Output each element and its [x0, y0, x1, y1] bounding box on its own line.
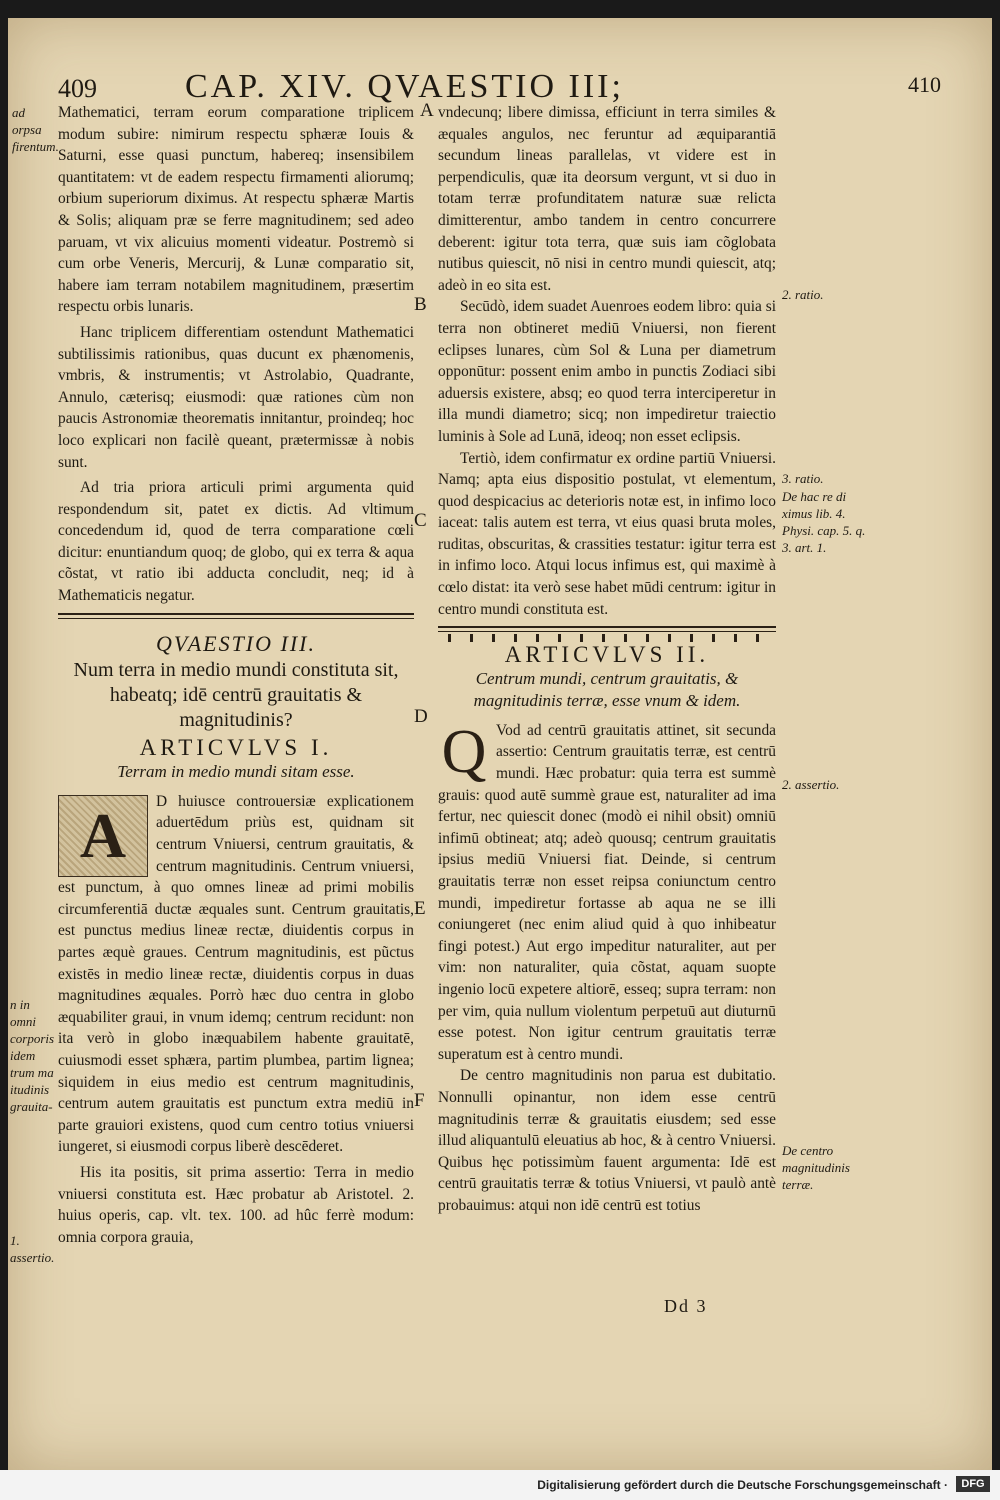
- section-letter-a: A: [420, 100, 434, 121]
- left-paragraph-4: D huiusce controuersiæ explicationem aduertēdum priùs est, quidnam sit centrum Vniuersi, centrum grauitatis, & centrum magnitudinis. Centrum vniuersi, est punctum, à quo omnes lineæ ad primi mobilis circumferentiā ductæ æquales sunt. Centrum grauitatis, est punctus medius lineæ rectæ, diuidentis corpus in partes æquè graues. Centrum magnitudinis, est pũctus existēs in medio lineæ rectæ, diuidentis corpus in duas magnitudines æquales. Porrò hæc duo centra in globo æquabiliter graui, in vnum idemq; centrum recidunt: non ita verò in globo inæquabilem habente grauitatē, cuiusmodi esset sphæra, partim plumbea, partim lignea; siquidem in eius medio est centrum magnitudinis, centrum autem grauitatis est punctum extra mediū in parte grauiori existens, quod cum centro totius vniuersi iungeret, si eiusmodi corpus liberè descēderet.: [58, 792, 414, 1156]
- section-letter-b: B: [414, 294, 427, 315]
- quaestio-title: QVAESTIO III.: [156, 630, 316, 656]
- decorated-initial: A: [58, 795, 148, 877]
- right-paragraph-1: vndecunq; libere dimissa, efficiunt in terra similes & æquales angulos, nec feruntur ad æquiparantiā secundum lineas parallelas, vt videre est in perpendiculis, quæ ita deorsum vergunt, vt si duo in totam terræ profunditatem naturæ suæ relicta dimitterentur, ambo tandem in centro concurrere deberent: igitur tota terra, quæ suis iam cõglobata nutibus quiescit, nō nisi in centro mundi quiescit, atq; adeò in eo sita est.: [438, 104, 776, 294]
- section-letter-f: F: [414, 1090, 425, 1111]
- section-letter-e: E: [414, 898, 426, 919]
- catchword: Dd 3: [664, 1296, 708, 1316]
- left-column: [58, 102, 414, 1248]
- left-paragraph-1: Mathematici, terram eorum comparatione triplicem modum subire: nimirum respectu sphæræ Iouis & Saturni, esse quasi punctum, habereq; insensibilem quantitatem: vt de eadem respectu firmamenti aliorumq; orbium superiorum diximus. At respectu sphæræ Martis & Solis; aliquam præ se ferre magnitudinem; sed adeo paruam, vt vix alicuius momenti videatur. Postremò si cum orbe Veneris, Mercurij, & Lunæ comparatio sit, habere iam terram notabilem magnitudinem, præsertim respectu orbis lunaris.: [58, 104, 414, 316]
- left-paragraph-2: Hanc triplicem differentiam ostendunt Mathematici subtilissimis rationibus, quas ducunt ex phænomenis, vmbris, & instrumentis; vt Astrolabio, Quadrante, Annulo, cæterisq; eiusmodi: quæ rationes cùm non paucis Astronomiæ theorematis innitantur, proindeq; hoc loco explicari non facilè queant, prætermissæ à nobis sunt.: [58, 323, 414, 471]
- margin-note-second-assertion: 2. assertio.: [782, 777, 840, 792]
- right-paragraph-4: Vod ad centrū grauitatis attinet, sit secunda assertio: Centrum grauitatis terræ, est centrū mundi. Hæc probatur: quia terra est summè grauis: quod autē summè graue est, naturaliter ad ima fertur, nec quiescit donec (modò ei nihil obsit) omniū infimū obtineat; atq; adeò quousq; centrum grauitatis ipsius mediū Vniuersi fiat. Deinde, si centrum grauitatis terræ non esset reipsa coniunctum centro mundi, impediretur fortasse ab aqua ne se illi coniungeret (nec enim aliud quid à quo inhibeatur fingi potest.) Aut ergo impeditur naturaliter, aut per vim: non naturaliter, quia cõstat, aquam suopte ingenio locū expetere altiorē, esseq; supra terram: non per vim, quia nullum violentum perpetuū aut diuturnū esse potest. Non igitur centrum grauitatis terræ superatum est à centro mundi.: [438, 721, 776, 1063]
- page-number-left: 409: [58, 74, 97, 103]
- section-letter-c: C: [414, 510, 427, 531]
- funding-note: Digitalisierung gefördert durch die Deutsche Forschungsgemeinschaft ·: [537, 1478, 948, 1492]
- margin-note-reference: De hac re di ximus lib. 4. Physi. cap. 5. q. 3. art. 1.: [782, 489, 866, 555]
- footer-bar: [0, 1470, 1000, 1500]
- section-rule-dotted: [438, 626, 776, 640]
- section-letter-d: D: [414, 706, 428, 727]
- section-rule: [58, 613, 414, 627]
- page-number-right: 410: [908, 72, 941, 97]
- dfg-logo: DFG: [956, 1476, 990, 1492]
- articulus-1-heading: ARTICVLVS I.: [139, 735, 333, 761]
- right-paragraph-5: De centro magnitudinis non parua est dubitatio. Nonnulli opinantur, non idem esse centrū magnitudinis terræ & grauitatis eiusdem; sed esse illud aliquantulū eleuatius ab hoc, & à centro Vniuersi. Quibus hęc potissimùm fauent argumenta: Idē est centrū grauitatis terræ & totius Vniuersi, vt paulò antè probauimus: atqui non idē centrū est totius: [438, 1067, 776, 1214]
- articulus-2-subtitle: Centrum mundi, centrum grauitatis, & magnitudinis terræ, esse vnum & idem.: [473, 668, 741, 710]
- initial-letter-q: Q: [441, 717, 487, 786]
- left-paragraph-3: Ad tria priora articuli primi argumenta quid respondendum sit, patet ex dictis. Ad vltimum concedendum id, quod de terra comparatione cœli dicitur: enuntiandum quoq; de globo, qui ex terra & aqua cõstat, vt ratio ibi adducta concludit, neq; id à Mathematicis negatur.: [58, 479, 414, 605]
- left-paragraph-5: His ita positis, sit prima assertio: Terra in medio vniuersi constituta est. Hæc probatur ab Aristotel. 2. huius operis, cap. vlt. tex. 100. ad hûc ferrè modum: omnia corpora grauia,: [58, 1163, 414, 1246]
- margin-note-top-left: ad orpsa firentum.: [12, 105, 59, 154]
- quaestio-question: Num terra in medio mundi constituta sit, habeatq; idē centrū grauitatis & magnitudinis?: [73, 659, 399, 732]
- chapter-title: CAP. XIV. QVAESTIO III;: [185, 68, 624, 105]
- margin-note-first-assertion: 1. assertio.: [10, 1233, 55, 1265]
- margin-note-third-ratio: 3. ratio.: [782, 471, 824, 486]
- articulus-2-heading: ARTICVLVS II.: [504, 642, 710, 668]
- right-paragraph-3: Tertiò, idem confirmatur ex ordine partiū Vniuersi. Namq; apta eius dispositio postulat, vt elementum, quod despicacius ac deterioris notæ est, in infimo loco iaceat: talis autem est terra, vt eius quasi bruta moles, ruditas, obscuritas, & crassities testatur: igitur terra est in infimo loco. Atqui locus infimus est, qui maximè à cœlo distat: ita verò sese habet mūdi centrum: igitur in centro mundi constituta est.: [438, 449, 776, 618]
- margin-note-de-centro: De centro magnitudinis terræ.: [782, 1143, 850, 1192]
- margin-note-left-mid: n in omni corporis idem trum ma itudinis grauita-: [10, 997, 55, 1114]
- right-column: [438, 102, 776, 1217]
- articulus-1-subtitle: Terram in medio mundi sitam esse.: [117, 761, 355, 781]
- right-paragraph-2: Secūdò, idem suadet Auenroes eodem libro: quia si terra non obtineret mediū Vniuersi, non fierent eclipses lunares, cùm Sol & Luna per diametrum opponūtur: possent enim ambo in punctis Zodiaci sibi aduersis existere, absq; eo quod terra interciperetur in illa mundi diametro; sicq; non impediretur traiectio luminis à Sole ad Lunā, ideoq; non esset eclipsis.: [438, 298, 776, 445]
- margin-note-second-ratio: 2. ratio.: [782, 287, 824, 302]
